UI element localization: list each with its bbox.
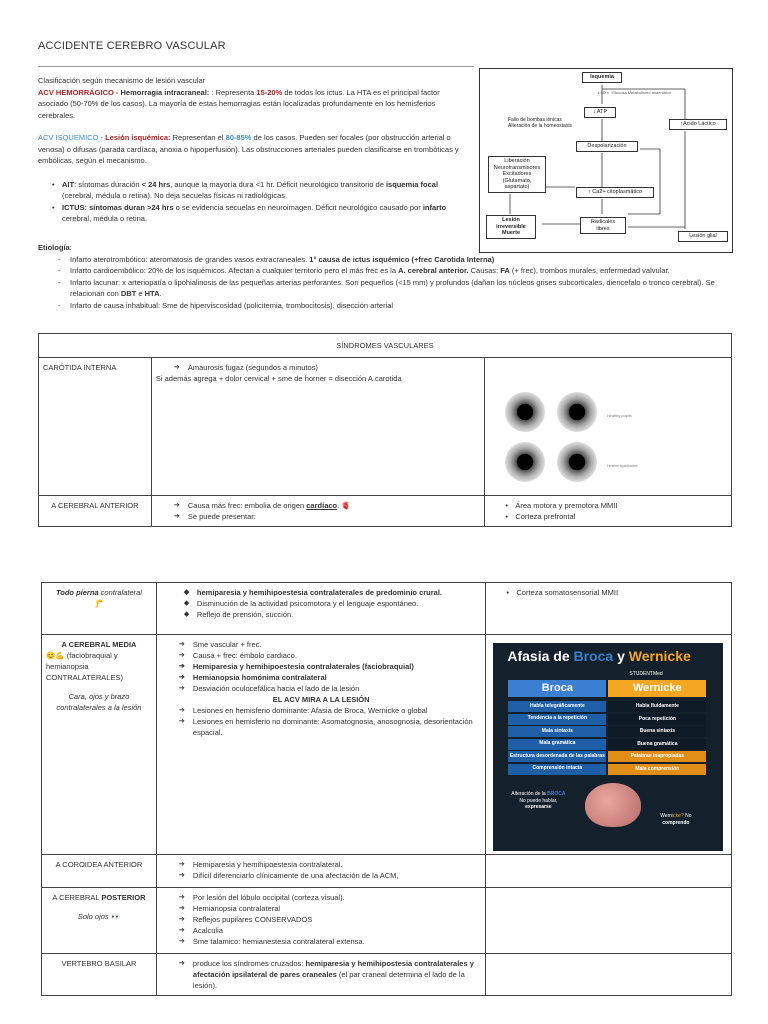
pupil-image — [505, 392, 545, 432]
row-desc-media: ➔ Sme vascular + frec. ➔ Causa + frec: émbolo cardiaco. ➔ Hemiparesia y hemihipoestesia contralaterales (faciobraquial) ➔ Hemianopsia homónima contralateral ➔ Desviación oculocefálica hacia el lado de la lesión EL ACV MIRA A LA LESIÓN ➔ Lesiones en hemisferio dominante: Afasia de Broca, Wernicke o global ➔ Lesiones en hemisferio no dominante: Asomatognosia, anosognosia, desorientación espacial. — [156, 635, 485, 855]
row-areas-anterior: • Área motora y premotora MMII • Corteza prefrontal — [485, 496, 732, 527]
row-empty-cell — [486, 855, 732, 888]
hemorrhagic-paragraph: ACV HEMORRÁGICO - Hemorragia intracraneal: : Representa 15-20% de todos los ictus. La HTA es el principal factor asociado (50-70% de los casos). La mayoría de estas hemorragias están localizadas profundamente en los hemisferios cerebrales. — [38, 87, 440, 120]
pupil-caption: healthy pupils — [607, 413, 632, 418]
row-desc-posterior: ➔ Por lesión del lóbulo occipital (corteza visual). ➔ Hemianopsia contralateral ➔ Reflejos pupilares CONSERVADOS ➔ Acalculia ➔ Sme talamico: hemianestesia contralateral extensa. — [156, 888, 485, 954]
row-desc-carotida: ➔ Amaurosis fugaz (segundos a minutos) Si además agrega + dolor cervical + sme de horner = disección A.carotida — [151, 358, 484, 496]
ischemia-cascade-diagram — [479, 68, 733, 253]
table-row — [42, 954, 732, 996]
afasia-brand: STUDENTMed — [629, 671, 663, 677]
row-desc-coroidea: ➔ Hemiparesia y hemihipoestesia contralateral. ➔ Difícil diferenciarlo clínicamente de una afectación de la ACM, — [156, 855, 485, 888]
pupil-caption: horner syndrome — [607, 463, 638, 468]
pupil-image — [505, 442, 545, 482]
table-row — [42, 888, 732, 954]
row-name-anterior: A CEREBRAL ANTERIOR — [39, 496, 152, 527]
etiology-item: - Infarto cardioembólico: 20% de los isquémicos. Afectan a cualquier territorio pero el más frec es la A. cerebral anterior. Causas: FA (+ frec), trombos murales, enfermedad valvular. — [60, 265, 738, 277]
diagram-lesion-glial: Lesión glial — [678, 231, 728, 242]
afasia-title: Afasia de Broca y Wernicke — [507, 648, 691, 664]
table-row — [42, 583, 732, 635]
wernicke-feature: Buena gramática — [608, 739, 706, 750]
brain-image — [585, 783, 641, 827]
table-header: SÍNDROMES VASCULARES — [39, 334, 732, 358]
broca-note: Alteración de la BROCA No puede hablar, expresarse — [511, 791, 566, 810]
diagram-radicales: Radicales libres — [580, 217, 626, 234]
row-desc-vertebrobasilar: ➔ produce los síndromes cruzados: hemiparesia y hemihipostesia contralaterales y afectación ipsilateral de pares craneales (el par craneal determina el lado de la lesión). — [156, 954, 485, 996]
ait-item: • AIT: síntomas duración < 24 hrs, aunque la mayoría dura <1 hr. Déficit neurológico transitorio de isquemia focal (cerebral, médula o retina). No deja secuelas físicas ni radiológicas. — [52, 179, 470, 202]
diagram-fallo: Fallo de bombas iónicas Alteración de la homeostasis — [508, 117, 572, 129]
intro-text — [38, 75, 470, 225]
wernicke-feature: Palabras inapropiadas — [608, 751, 706, 762]
ait-ictus-list — [38, 179, 470, 225]
etiology-item: - Infarto de causa inhabitual: Sme de hiperviscosidad (policitemia, trombocitosis), disección arterial — [60, 300, 738, 312]
wernicke-feature: Buena sintaxis — [608, 726, 706, 737]
row-desc-pierna: ◆ hemiparesia y hemihipoestesia contralaterales de predominio crural. ◆ Disminución de la actividad psicomotora y el lenguaje espontáneo. ◆ Reflejo de prensión, succión. — [156, 583, 485, 635]
ictus-item: • ICTUS: síntomas duran >24 hrs o se evidencia secuelas en neuroimagen. Déficit neurológico causado por infarto cerebral, médula o retina. — [52, 202, 470, 225]
face-muscle-icon: 😊💪 — [46, 651, 65, 660]
wernicke-feature: Habla fluidamente — [608, 701, 706, 712]
row-image-carotida — [485, 358, 732, 496]
heart-icon: 🫀 — [341, 501, 351, 510]
etiology-item: - Infarto aterotrombótico: ateromatosis de grandes vasos extracraneales. 1° causa de ictus isquémico (+frec Carotida Interna) — [60, 254, 738, 266]
row-name-coroidea: A COROIDEA ANTERIOR — [42, 855, 157, 888]
diagram-calcio: ↑ Ca2+ citoplasmático — [576, 187, 654, 198]
diagram-despolarizacion: Despolarización — [576, 141, 638, 152]
etiology-label: Etiología — [38, 243, 70, 252]
diagram-atp: ↓ ATP — [584, 107, 616, 118]
vascular-syndromes-table-2 — [41, 582, 732, 996]
diagram-isquemia: Isquemia — [582, 72, 622, 83]
row-name-media: A CEREBRAL MEDIA 😊💪 (faciobraquial y hemianopsia CONTRALATERALES) Cara, ojos y brazo contralaterales a la lesión — [42, 635, 157, 855]
diagram-liberacion: Liberación Neurotransmisores Excitadores (Glutamato, aspartato) — [488, 156, 546, 193]
broca-feature: Tendencia a la repetición — [508, 714, 606, 725]
broca-header: Broca — [508, 680, 606, 697]
row-empty-cell — [486, 954, 732, 996]
table-row — [42, 855, 732, 888]
ischemic-paragraph: ACV ISQUEMICO - Lesión isquémica: Representan el 80-85% de los casos. Pueden ser focales (por obstrucción arterial o venosa) o difusas (parada cardíaca, anoxia o hipoperfusión). Las obstrucciones arteriales pueden clasificarse en trombóticas y embólicas, según el mecanismo. — [38, 133, 459, 165]
table-row — [39, 358, 732, 496]
etiology-item: - Infarto lacunar: x arteriopatía o lipohialinosis de las pequeñas arterias perforantes. Son pequeños (<15 mm) y profundos (dañan los núcleos grises subcorticales, diencefalo o tronco cerebral). Se relacionan con DBT e HTA. — [60, 277, 720, 300]
pupil-image — [557, 392, 597, 432]
table-row — [39, 496, 732, 527]
wernicke-feature: Poca repetición — [608, 714, 706, 725]
table-row — [42, 635, 732, 855]
row-name-vertebrobasilar: VERTEBRO BASILAR — [42, 954, 157, 996]
wernicke-feature: Mala comprensión — [608, 764, 706, 775]
diagram-lesion-irreversible: Lesión irreversible Muerte — [486, 215, 536, 239]
diagram-lsd-note: LSD x ↓Glucosa Metabolismo anaerobico — [598, 90, 672, 95]
page-title: ACCIDENTE CEREBRO VASCULAR — [38, 40, 226, 52]
wernicke-note: Wernicke? No comprendo — [660, 813, 692, 826]
row-image-media — [486, 635, 732, 855]
classification-line: Clasificación según mecanismo de lesión vascular — [38, 76, 206, 85]
vascular-syndromes-table-1 — [38, 333, 732, 527]
broca-feature: Habla telegráficamente — [508, 701, 606, 712]
leg-icon: 🦵 — [94, 599, 104, 608]
broca-feature: Comprensión intacta — [508, 764, 606, 775]
pupil-image — [557, 442, 597, 482]
diagram-acido-lactico: ↑Acido Láctico — [669, 119, 727, 130]
afasia-infographic — [493, 643, 723, 851]
broca-feature: Mala gramática — [508, 739, 606, 750]
row-name-carotida: CARÓTIDA INTERNA — [39, 358, 152, 496]
wernicke-header: Wernicke — [608, 680, 706, 697]
etiology-list — [38, 254, 738, 312]
row-empty-cell — [486, 888, 732, 954]
etiology-section: Etiología: - Infarto aterotrombótico: ateromatosis de grandes vasos extracraneales. 1° causa de ictus isquémico (+frec Carotida Interna) - Infarto cardioembólico: 20% de los isquémicos. Afectan a cualquier territorio pero el más frec es la A. cerebral anterior. Causas: FA (+ frec), trombos murales, enfermedad valvular. - Infarto lacunar: x arteriopatía o lipohialinosis de las pequeñas arterias perforantes. Son pequeños (<15 mm) y profundos (dañan los núcleos grises subcorticales, diencefalo o tronco cerebral). Se relacionan con DBT e HTA. - Infarto de causa inhabitual: Sme de hiperviscosidad (policitemia, trombocitosis), disección arterial — [38, 242, 738, 311]
title-divider — [38, 66, 474, 67]
row-desc-anterior: ➔ Causa más frec: embolia de origen cardíaco. 🫀 ➔ Se puede presentar: — [151, 496, 484, 527]
row-name-posterior: A CEREBRAL POSTERIOR Solo ojos 👀 — [42, 888, 157, 954]
row-name-pierna: Todo pierna contralateral 🦵 — [42, 583, 157, 635]
broca-feature: Mala sintaxis — [508, 726, 606, 737]
row-areas-pierna: • Corteza somatosensorial MMII — [486, 583, 732, 635]
broca-feature: Estructura desordenada de las palabras — [508, 751, 606, 762]
acv-mira-lesion: EL ACV MIRA A LA LESIÓN — [272, 695, 370, 704]
